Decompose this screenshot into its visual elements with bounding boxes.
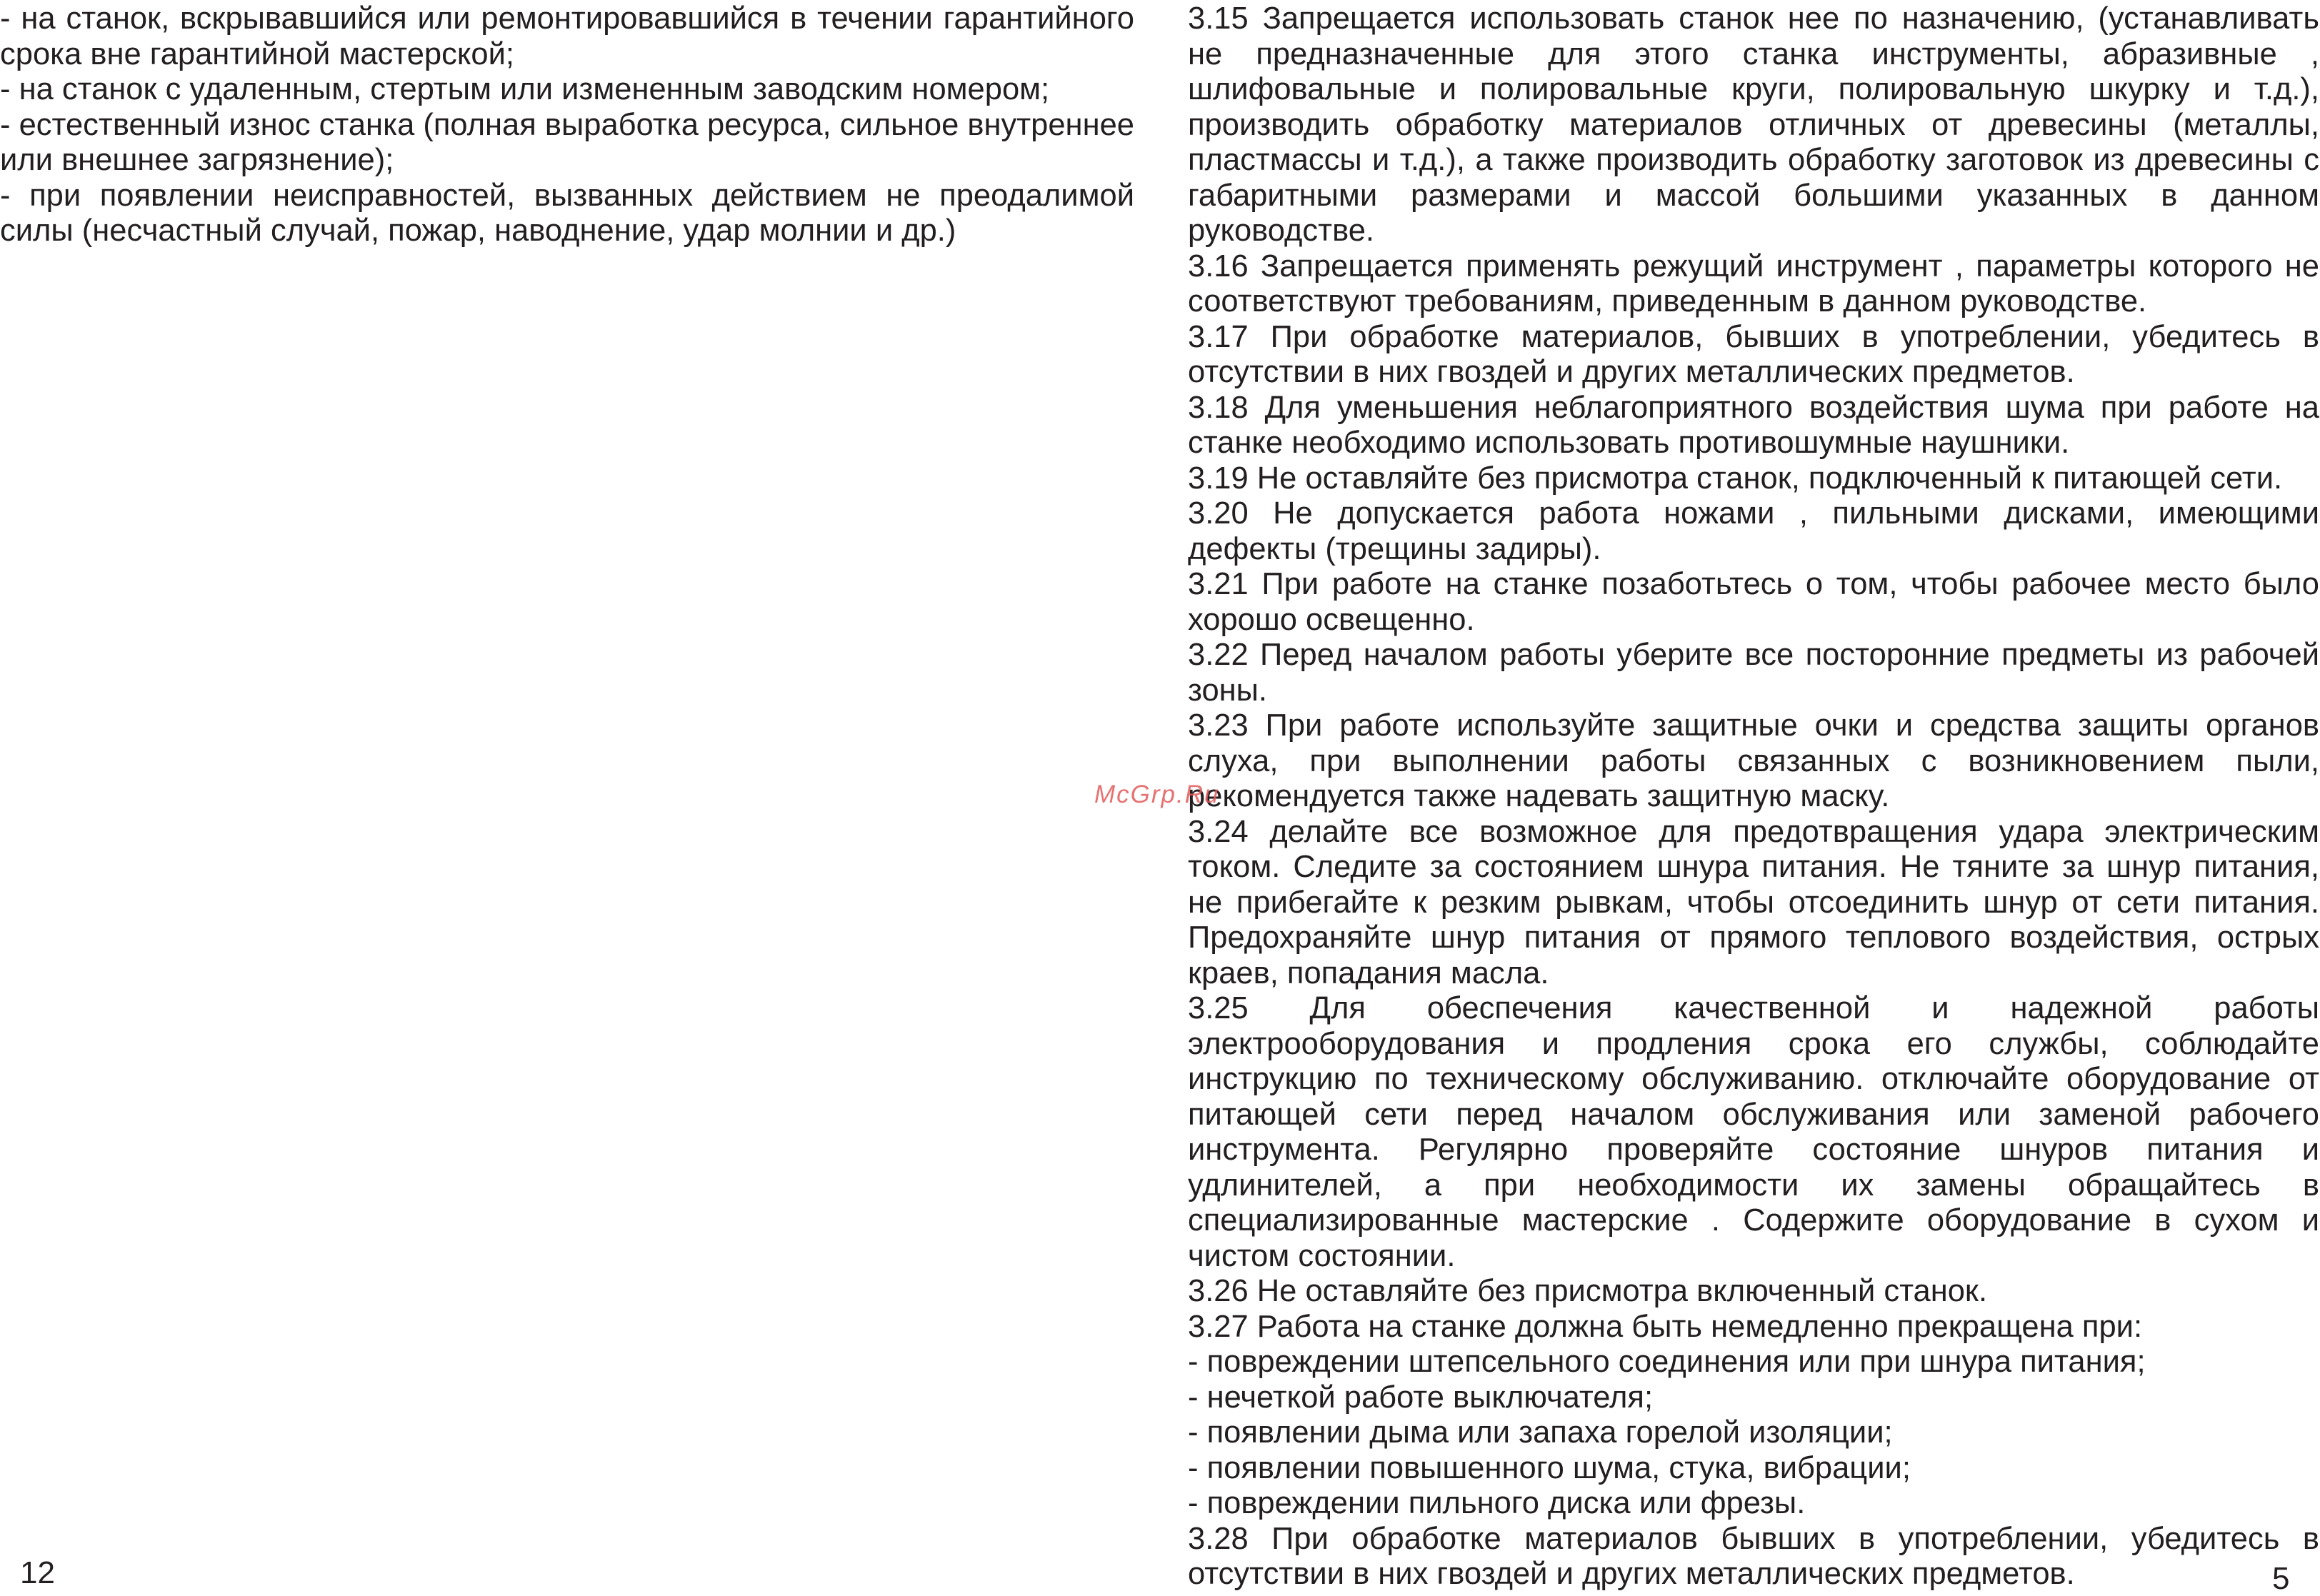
right-page-column — [1188, 1, 2319, 1592]
warranty-exclusion-paragraph: - на станок, вскрывавшийся или ремонтировавшийся в течении гарантийного срока вне гарантийной мастерской; — [0, 1, 1134, 71]
safety-rule-3-23: 3.23 При работе используйте защитные очки и средства защиты органов слуха, при выполнении работы связанных с возникновением пыли, рекомендуется также надевать защитную маску. — [1188, 708, 2319, 813]
safety-rule-3-26: 3.26 Не оставляйте без присмотра включенный станок. — [1188, 1274, 1988, 1308]
safety-rule-3-22: 3.22 Перед началом работы уберите все посторонние предметы из рабочей зоны. — [1188, 638, 2319, 708]
safety-rule-3-21: 3.21 При работе на станке позаботьтесь о том, чтобы рабочее место было хорошо освещенно. — [1188, 567, 2319, 637]
safety-rule-3-28: 3.28 При обработке материалов бывших в употреблении, убедитесь в отсутствии в них гвоздей и других металлических предметов. — [1188, 1521, 2319, 1591]
safety-rule-3-24: 3.24 делайте все возможное для предотвращения удара электрическим током. Следите за состоянием шнура питания. Не тяните за шнур питания, не прибегайте к резким рывкам, чтобы отсоединить шнур от сети питания. Предохраняйте шнур питания от прямого теплового воздействия, острых краев, попадания масла. — [1188, 814, 2319, 990]
stop-condition-item: - появлении дыма или запаха горелой изоляции; — [1188, 1415, 1893, 1450]
safety-rule-3-15: 3.15 Запрещается использовать станок нее по назначению, (устанавливать не предназначенные для этого станка инструменты, абразивные , шлифовальные и полировальные круги, полировальную шкурку и т.д.), производить обработку материалов отличных от древесины (металлы, пластмассы и т.д.), а также производить обработку заготовок из древесины с габаритными размерами и массой большими указанных в данном руководстве. — [1188, 1, 2319, 248]
warranty-exclusion-paragraph: - при появлении неисправностей, вызванных действием не преодалимой силы (несчастный случай, пожар, наводнение, удар молнии и др.) — [0, 178, 1134, 248]
stop-condition-item: - повреждении пильного диска или фрезы. — [1188, 1486, 1806, 1520]
warranty-exclusion-paragraph: - естественный износ станка (полная выработка ресурса, сильное внутреннее или внешнее загрязнение); — [0, 107, 1134, 177]
stop-condition-item: - появлении повышенного шума, стука, вибрации; — [1188, 1450, 1911, 1485]
stop-condition-item: - нечеткой работе выключателя; — [1188, 1380, 1654, 1415]
page-number-left: 12 — [20, 1555, 55, 1590]
left-page-column — [0, 1, 1134, 249]
page-number-right: 5 — [2272, 1561, 2290, 1596]
warranty-exclusion-paragraph: - на станок с удаленным, стертым или измененным заводским номером; — [0, 72, 1050, 106]
watermark: McGrp.Ru — [1094, 781, 1220, 808]
safety-rule-3-18: 3.18 Для уменьшения неблагоприятного воздействия шума при работе на станке необходимо использовать противошумные наушники. — [1188, 390, 2319, 460]
stop-condition-item: - повреждении штепсельного соединения или при шнура питания; — [1188, 1345, 2146, 1379]
safety-rule-3-25: 3.25 Для обеспечения качественной и надежной работы электрооборудования и продления срока его службы, соблюдайте инструкцию по техническому обслуживанию. отключайте оборудование от питающей сети перед началом обслуживания или заменой рабочего инструмента. Регулярно проверяйте состояние шнуров питания и удлинителей, а при необходимости их замены обращайтесь в специализированные мастерские . Содержите оборудование в сухом и чистом состоянии. — [1188, 991, 2319, 1273]
safety-rule-3-27: 3.27 Работа на станке должна быть немедленно прекращена при: — [1188, 1309, 2143, 1344]
safety-rule-3-16: 3.16 Запрещается применять режущий инструмент , параметры которого не соответствуют требованиям, приведенным в данном руководстве. — [1188, 249, 2319, 318]
safety-rule-3-20: 3.20 Не допускается работа ножами , пильными дисками, имеющими дефекты (трещины задиры). — [1188, 496, 2319, 566]
safety-rule-3-17: 3.17 При обработке материалов, бывших в употреблении, убедитесь в отсутствии в них гвоздей и других металлических предметов. — [1188, 319, 2319, 389]
safety-rule-3-19: 3.19 Не оставляйте без присмотра станок, подключенный к питающей сети. — [1188, 461, 2283, 496]
